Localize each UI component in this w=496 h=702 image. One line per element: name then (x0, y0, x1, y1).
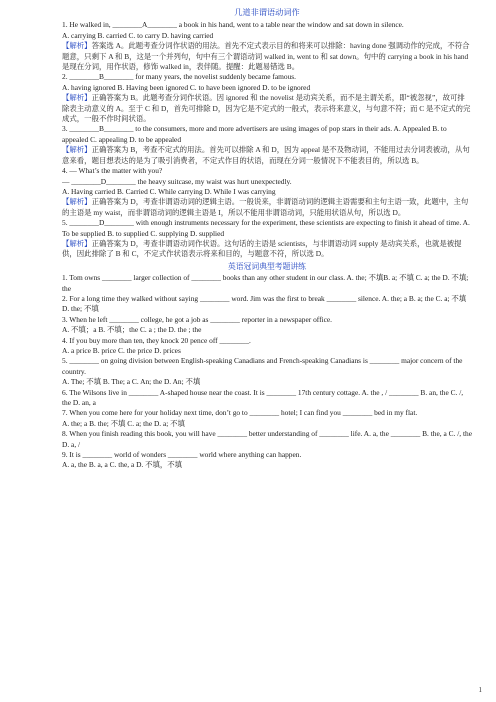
section-title: 英语冠词典型考题讲练 (228, 261, 306, 271)
explanation-tag: 【解析】 (62, 238, 92, 248)
practice-6-stem: 6. The Wilsons live in ________ A-shaped house near the coast. It is ________ 17th century cottage. A. the , / ________ B. an, the C. /, the D. an, a (62, 387, 464, 408)
question-4-line2: — ________D________ the heavy suitcase, my waist was hurt unexpectedly. (62, 176, 292, 186)
practice-9-stem: 9. It is ________ world of wonders ________ world where anything can happen. (62, 450, 302, 460)
explanation-tag: 【解析】 (62, 145, 92, 155)
page-number: 1 (478, 686, 482, 694)
practice-1-stem: 1. Tom owns ________ larger collection of ________ books than any other student in our class. A. the; 不填B. a; 不填 C. a; the D. 不填; the (62, 273, 469, 293)
practice-4-stem: 4. If you buy more than ten, they knock 20 pence off ________. (62, 335, 251, 345)
practice-5-stem: 5. ________ on going division between English-speaking Canadians and French-speaking Canadians is ________ major concern of the country. (62, 356, 463, 376)
question-1-stem: 1. He walked in, ________A________ a book in his hand, went to a table near the window and sat down in silence. (62, 20, 404, 30)
question-2-explanation (62, 93, 472, 124)
practice-3-stem: 3. When he left ________ college, he got a job as ________ reporter in a newspaper office. (62, 314, 333, 324)
question-3-explanation (62, 145, 472, 166)
page-title: 几道非谓语动词作 (234, 8, 300, 17)
explanation-text: 答案选 A。此题考查分词作状语的用法。首先不定式表示目的和将来可以排除：having done 强调动作的完成，不符合题意，只剩下 A 和 B，这是一个并列句，句中有三个谓语动词 walked in, went to 和 sat down。句中的 carrying a book in his hand 是现在分词，用作状语，修饰 walked in，表伴随。提醒：此题易错选 B。 (62, 41, 470, 72)
question-5-explanation (62, 239, 472, 260)
practice-2-stem: 2. For a long time they walked without saying ________ word. Jim was the first to break ________ silence. A. the; a B. a; the C. a; 不填 D. the; 不填 (62, 293, 467, 314)
explanation-text: 正确答案为 B，考查不定式的用法。首先可以排除 A 和 D，因为 appeal 是不及物动词，不能用过去分词表被动，从句意来看，题目想表达的是为了吸引消费者，不定式作目的状语，而现在分词一般情况下不能表目的，所以选 B。 (62, 145, 470, 165)
question-1-explanation (62, 41, 472, 72)
question-4-explanation (62, 197, 472, 218)
practice-8-stem: 8. When you finish reading this book, you will have ________ better understanding of ________ life. A. a, the ________ B. the, a C. /, the D. a, / (62, 429, 472, 449)
question-2-stem: 2. ________B________ for many years, the novelist suddenly became famous. (62, 72, 296, 82)
practice-3-options: A. 不填；a B. 不填；the C. a ; the D. the ; the (62, 325, 202, 335)
question-4-options: A. Having carried B. Carried C. While carrying D. While I was carrying (62, 186, 276, 196)
question-2-options: A. having ignored B. Having been ignored C. to have been ignored D. to be ignored (62, 82, 311, 92)
practice-7-options: A. the; a B. the; 不填 C. a; the D. a; 不填 (62, 418, 185, 428)
explanation-tag: 【解析】 (62, 93, 92, 103)
document-content (62, 8, 472, 471)
explanation-text: 正确答案为 B。此题考查分词作状语。因 ignored 和 the novelist 是动宾关系，而不是主谓关系，即“被忽视”，故可排除表主动意义的 A。至于 C 和 D，首先可排除 D，因为它是不定式的一般式，表示将来意义，与句意不符；而 C 是不定式的完成式，一般不作时间状语。 (62, 93, 471, 124)
practice-9-options: A. a, the B. a, a C. the, a D. 不填，不填 (62, 460, 183, 470)
question-4-line1: 4. — What’s the matter with you? (62, 166, 163, 176)
explanation-text: 正确答案为 D，考查非谓语动词的逻辑主语。一般说来，非谓语动词的逻辑主语需要和主句主语一致，此题中，主句的主语是 my waist，而非谓语动词的逻辑主语是 I，所以不能用非谓语动词，只能用状语从句，所以选 D。 (62, 197, 469, 217)
practice-4-options: A. a price B. price C. the price D. prices (62, 346, 181, 355)
question-3-stem: 3. ________B________ to the consumers, more and more advertisers are using images of pop stars in their ads. A. Appealed B. to appealed C. appealing D. to be appealed (62, 124, 447, 144)
question-5-stem: 5. ________D________ with enough instruments necessary for the experiment, these scientists are expecting to finish it ahead of time. A. To be supplied B. to supplied C. supplying D. supplied (62, 218, 470, 238)
question-1-options: A. carrying B. carried C. to carry D. having carried (62, 30, 214, 40)
explanation-text: 正确答案为 D，考查非谓语动词作状语。这句话的主语是 scientists，与非谓语动词 supply 是动宾关系，也就是被提供，因此排除了 B 和 C，不定式作状语表示将来和目的，与题意不符，所以选 D。 (62, 238, 462, 259)
practice-7-stem: 7. When you come here for your holiday next time, don’t go to ________ hotel; I can find you ________ bed in my flat. (62, 408, 418, 418)
practice-5-options: A. The; 不填 B. The; a C. An; the D. An; 不填 (62, 377, 201, 387)
explanation-tag: 【解析】 (62, 197, 92, 207)
explanation-tag: 【解析】 (62, 41, 92, 51)
